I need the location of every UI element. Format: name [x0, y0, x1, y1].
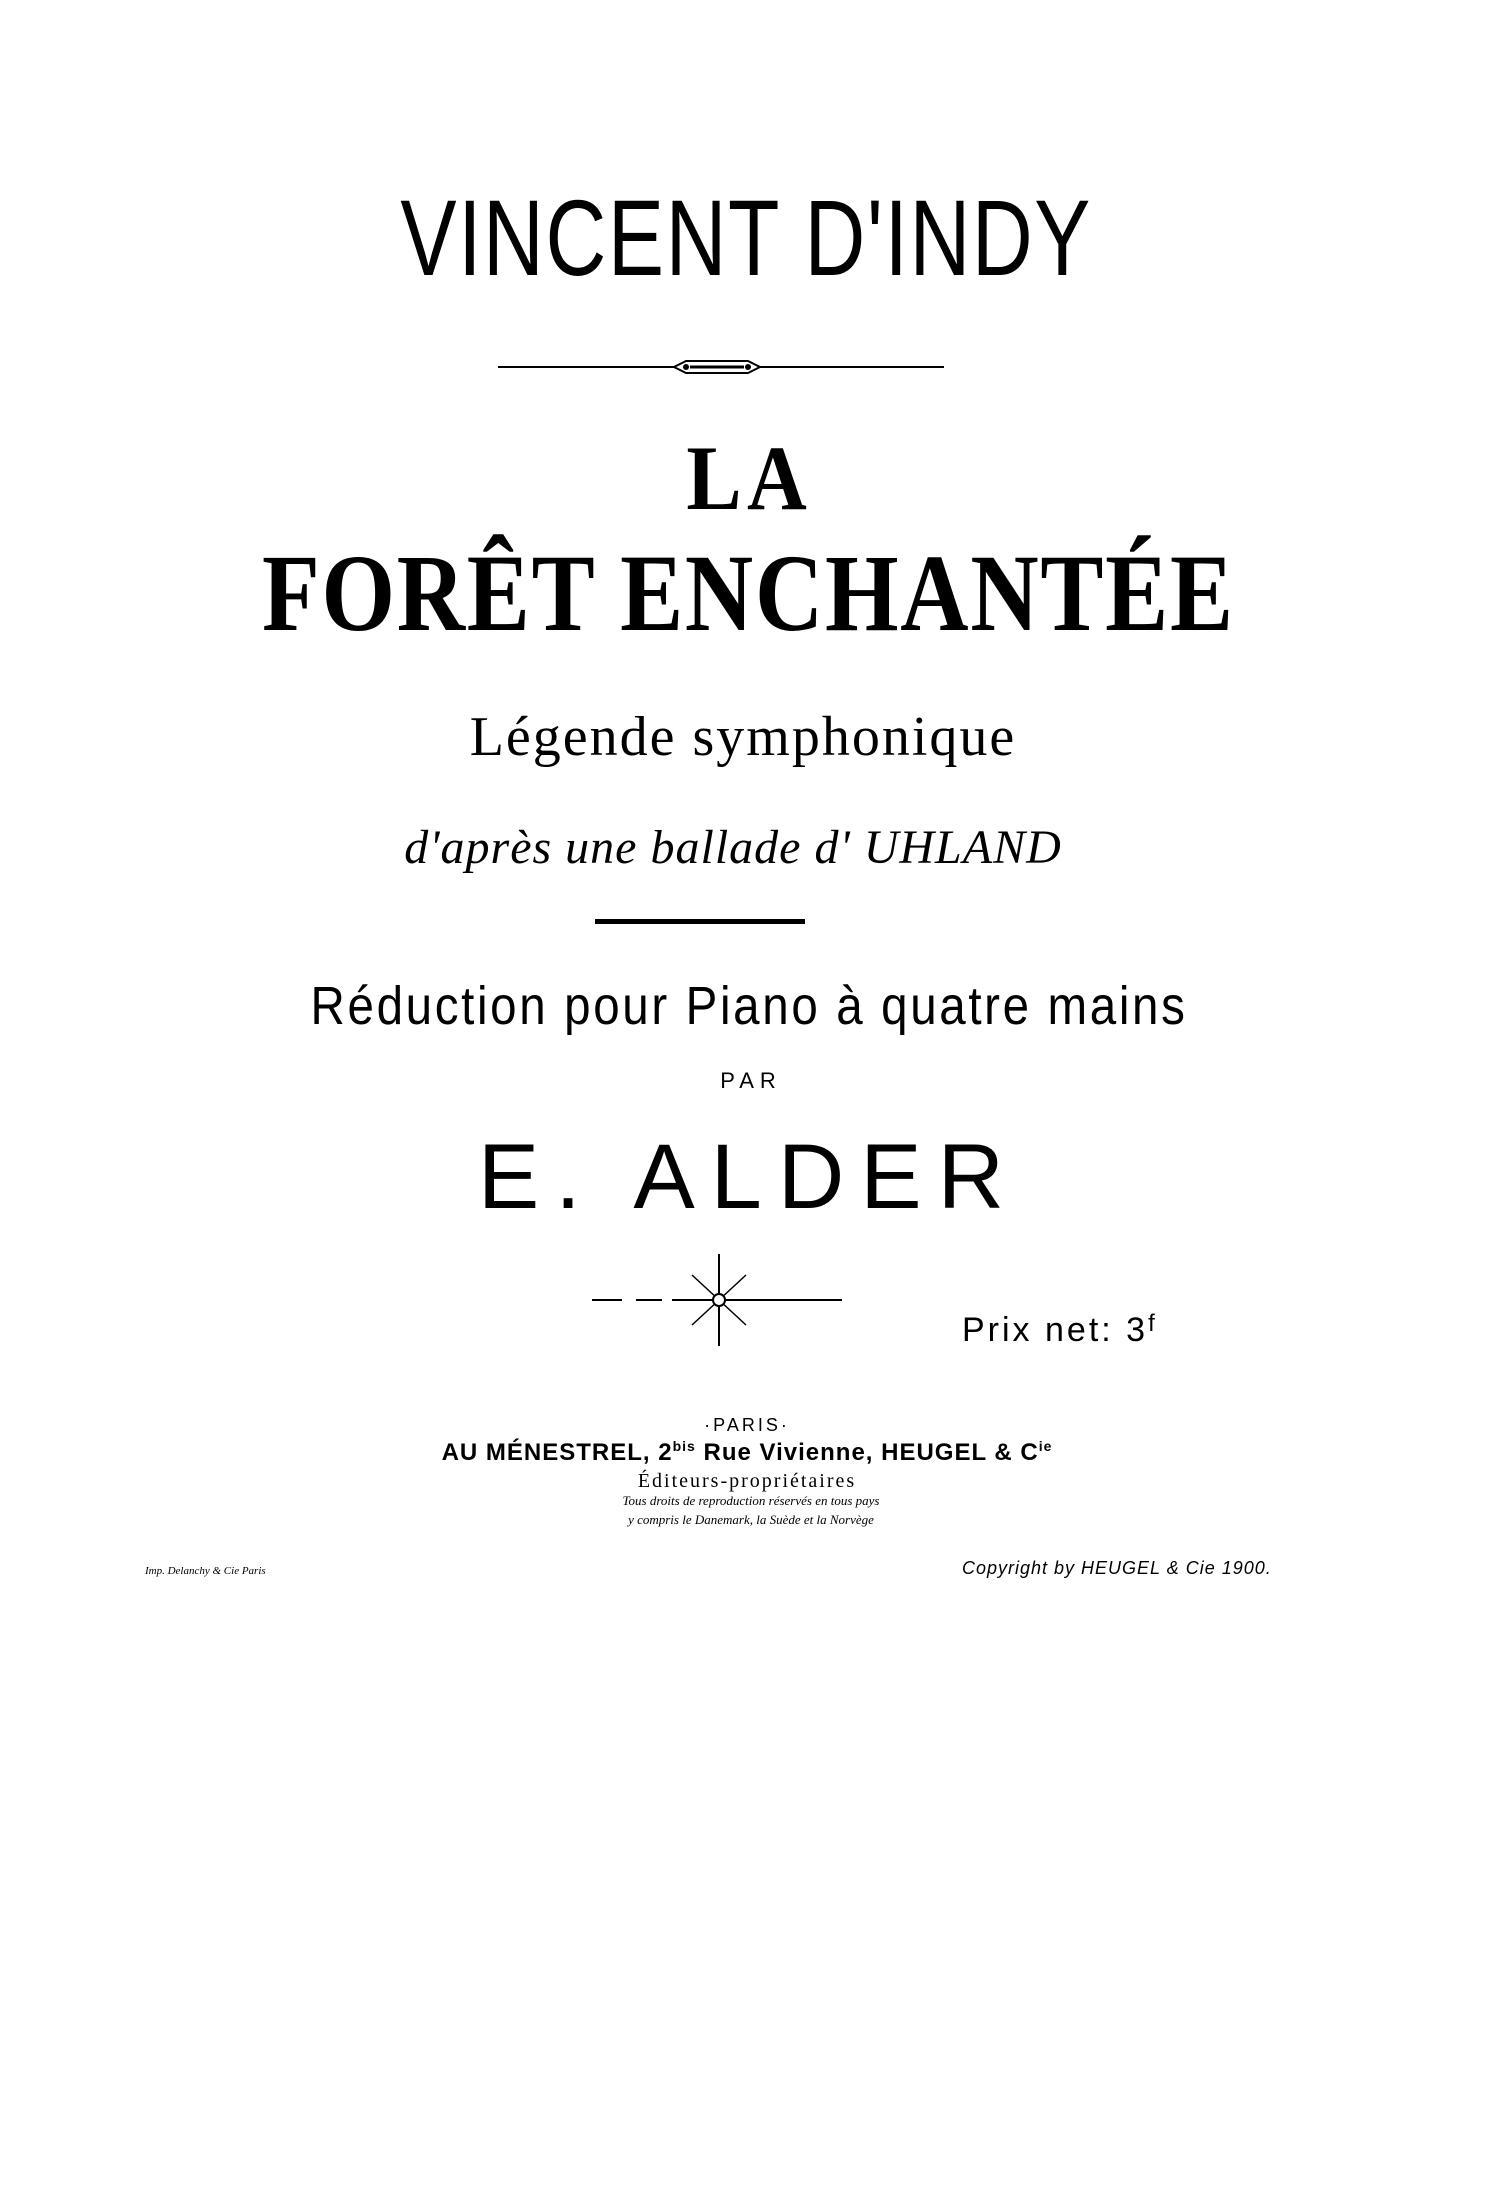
ornamental-rule-top	[498, 355, 944, 379]
publisher-part-1: AU MÉNESTREL, 2	[441, 1439, 673, 1466]
source-ballad: d'après une ballade d' UHLAND	[404, 821, 1062, 874]
rights-notice-1: Tous droits de reproduction réservés en tous pays	[622, 1493, 880, 1508]
subtitle: Légende symphonique	[469, 706, 1017, 768]
composer-name: VINCENT D'INDY	[400, 177, 1093, 298]
rights-notice-2: y compris le Danemark, la Suède et la Norvège	[628, 1512, 874, 1527]
printer-credit: Imp. Delanchy & Cie Paris	[145, 1565, 266, 1577]
publisher-cie: ie	[1038, 1438, 1053, 1454]
copyright-notice: Copyright by HEUGEL & Cie 1900.	[962, 1558, 1272, 1578]
publisher-part-2: Rue Vivienne, HEUGEL & C	[703, 1439, 1039, 1466]
price-unit: f	[1148, 1310, 1158, 1337]
by-label: PAR	[720, 1068, 782, 1093]
price	[962, 1310, 1158, 1350]
title-line-1: LA	[686, 427, 813, 529]
publisher-editors: Éditeurs-propriétaires	[637, 1470, 857, 1492]
arranger-name: E. ALDER	[477, 1126, 1021, 1228]
publisher-bis: bis	[672, 1438, 696, 1454]
title-line-2: FORÊT ENCHANTÉE	[261, 532, 1235, 654]
publisher-line	[0, 1438, 1500, 1467]
divider-rule	[595, 918, 805, 926]
price-label: Prix net: 3	[962, 1311, 1149, 1349]
star-ornament	[592, 1250, 842, 1350]
arrangement-description: Réduction pour Piano à quatre mains	[310, 976, 1188, 1036]
publisher-city: ·PARIS·	[704, 1415, 790, 1435]
